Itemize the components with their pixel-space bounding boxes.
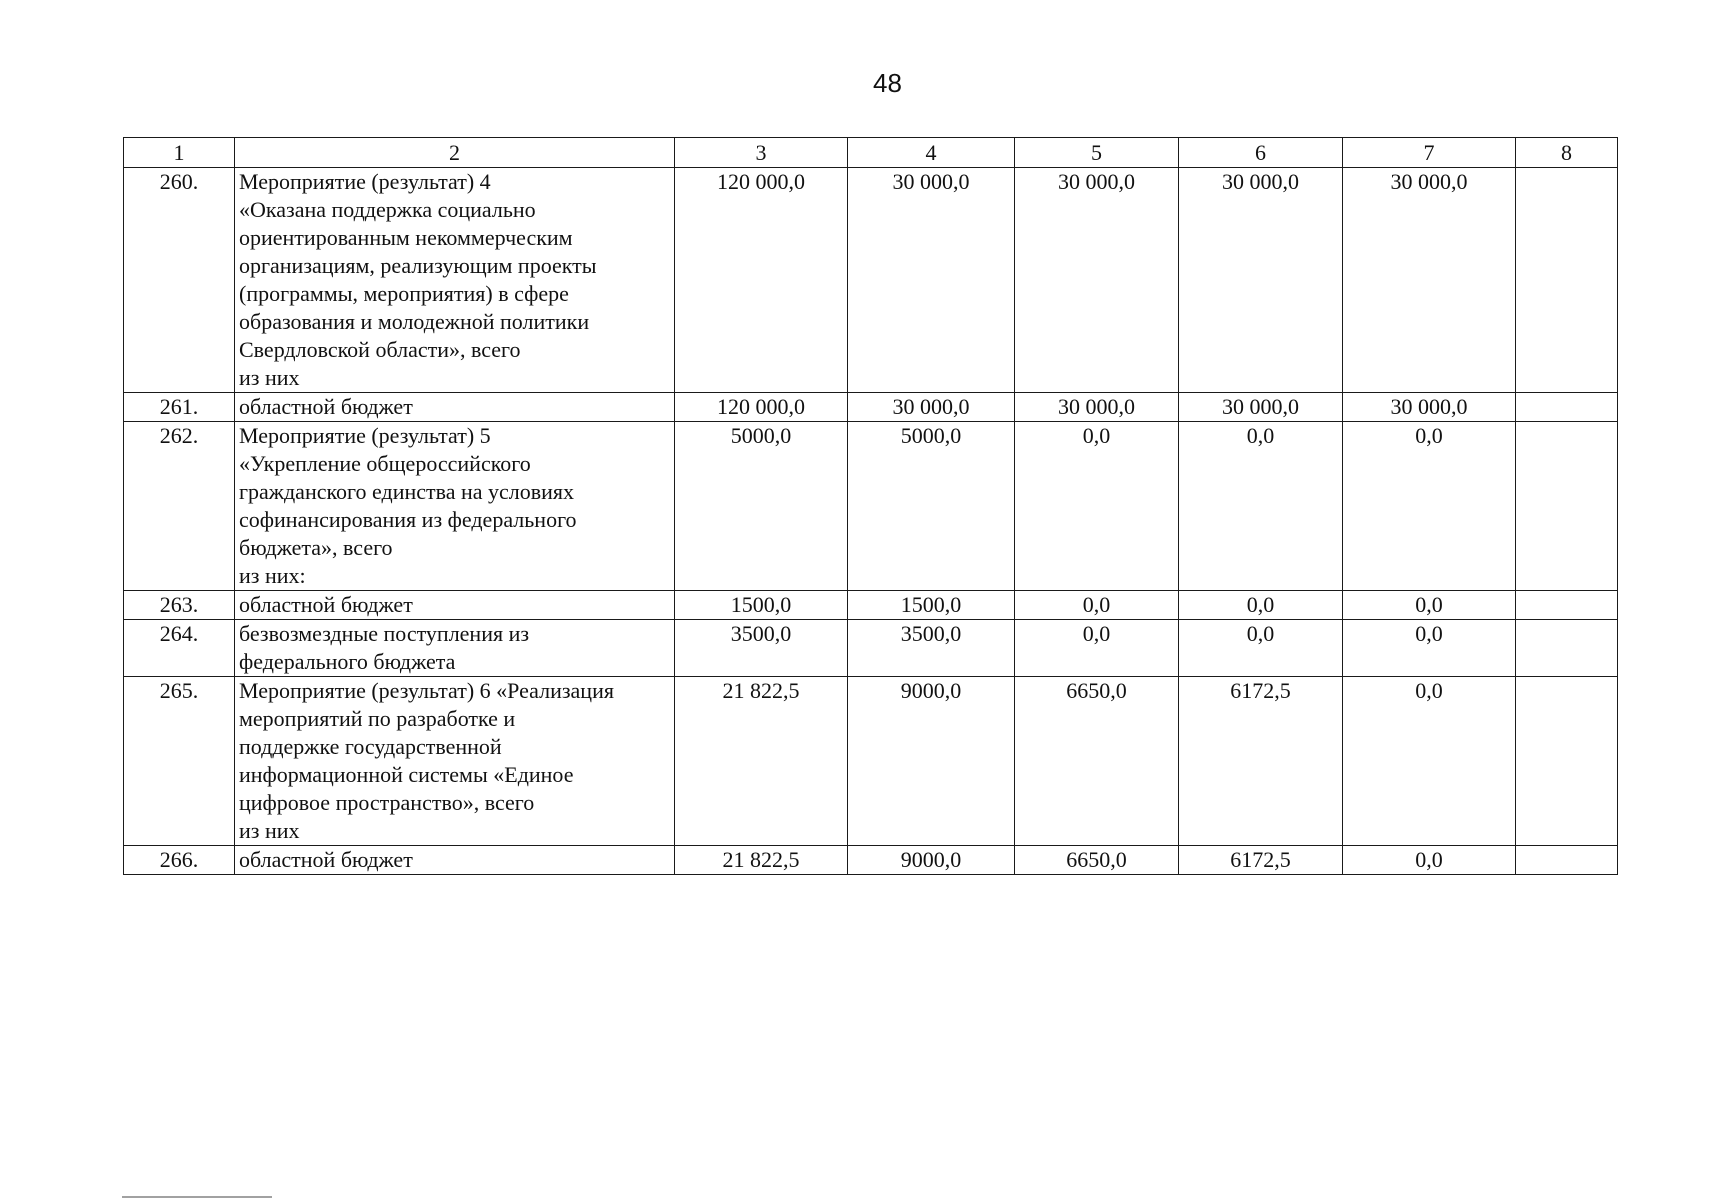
row-name-line: бюджета», всего xyxy=(239,535,393,560)
row-value-col-7: 0,0 xyxy=(1343,422,1516,591)
row-name-line: софинансирования из федерального xyxy=(239,507,577,532)
row-number-cell: 266. xyxy=(124,846,235,875)
row-value-col-8 xyxy=(1516,620,1618,677)
row-name-line: Мероприятие (результат) 5 xyxy=(239,423,491,448)
table-header-row xyxy=(124,138,1618,168)
header-cell: 1 xyxy=(124,138,235,168)
row-value-col-5: 30 000,0 xyxy=(1015,393,1179,422)
row-name-line: цифровое пространство», всего xyxy=(239,790,535,815)
row-value-col-7: 0,0 xyxy=(1343,591,1516,620)
header-cell: 2 xyxy=(235,138,675,168)
header-cell: 5 xyxy=(1015,138,1179,168)
row-number-cell: 263. xyxy=(124,591,235,620)
row-value-col-3: 21 822,5 xyxy=(675,677,848,846)
row-value-col-7: 0,0 xyxy=(1343,677,1516,846)
row-name-line: информационной системы «Единое xyxy=(239,762,574,787)
table-row xyxy=(124,591,1618,620)
row-name-line: мероприятий по разработке и xyxy=(239,706,516,731)
row-name-line: ориентированным некоммерческим xyxy=(239,225,573,250)
header-cell: 8 xyxy=(1516,138,1618,168)
table-row xyxy=(124,422,1618,591)
row-name-cell xyxy=(235,591,675,620)
page-number: 48 xyxy=(873,68,902,98)
row-value-col-5: 0,0 xyxy=(1015,591,1179,620)
row-name-line: (программы, мероприятия) в сфере xyxy=(239,281,569,306)
row-value-col-5: 0,0 xyxy=(1015,422,1179,591)
row-value-col-4: 3500,0 xyxy=(848,620,1015,677)
row-name-line: областной бюджет xyxy=(239,847,413,872)
row-value-col-4: 9000,0 xyxy=(848,846,1015,875)
row-name-cell xyxy=(235,168,675,393)
header-cell: 6 xyxy=(1179,138,1343,168)
row-number-cell: 265. xyxy=(124,677,235,846)
header-cell: 4 xyxy=(848,138,1015,168)
row-name-line: областной бюджет xyxy=(239,394,413,419)
row-value-col-8 xyxy=(1516,677,1618,846)
row-value-col-3: 21 822,5 xyxy=(675,846,848,875)
row-value-col-6: 0,0 xyxy=(1179,591,1343,620)
row-name-line: из них: xyxy=(239,563,306,588)
row-value-col-7: 30 000,0 xyxy=(1343,393,1516,422)
row-value-col-7: 0,0 xyxy=(1343,846,1516,875)
table-row xyxy=(124,846,1618,875)
row-value-col-8 xyxy=(1516,168,1618,393)
row-name-line: из них xyxy=(239,818,300,843)
row-name-line: федерального бюджета xyxy=(239,649,456,674)
row-value-col-6: 30 000,0 xyxy=(1179,168,1343,393)
header-cell: 3 xyxy=(675,138,848,168)
table-row xyxy=(124,393,1618,422)
row-name-line: «Оказана поддержка социально xyxy=(239,197,536,222)
row-value-col-4: 1500,0 xyxy=(848,591,1015,620)
row-value-col-8 xyxy=(1516,393,1618,422)
row-name-line: Мероприятие (результат) 6 «Реализация xyxy=(239,678,614,703)
row-value-col-7: 30 000,0 xyxy=(1343,168,1516,393)
row-value-col-8 xyxy=(1516,591,1618,620)
row-name-line: Свердловской области», всего xyxy=(239,337,521,362)
row-value-col-3: 5000,0 xyxy=(675,422,848,591)
table-row xyxy=(124,677,1618,846)
row-value-col-3: 120 000,0 xyxy=(675,393,848,422)
row-value-col-4: 5000,0 xyxy=(848,422,1015,591)
row-value-col-4: 30 000,0 xyxy=(848,393,1015,422)
row-number-cell: 262. xyxy=(124,422,235,591)
row-name-cell xyxy=(235,620,675,677)
row-value-col-6: 0,0 xyxy=(1179,422,1343,591)
row-name-cell xyxy=(235,393,675,422)
row-value-col-8 xyxy=(1516,422,1618,591)
row-name-line: поддержке государственной xyxy=(239,734,502,759)
row-value-col-6: 30 000,0 xyxy=(1179,393,1343,422)
row-name-cell xyxy=(235,677,675,846)
row-name-cell xyxy=(235,846,675,875)
row-name-line: «Укрепление общероссийского xyxy=(239,451,531,476)
row-value-col-6: 6172,5 xyxy=(1179,846,1343,875)
row-name-line: образования и молодежной политики xyxy=(239,309,590,334)
row-name-line: Мероприятие (результат) 4 xyxy=(239,169,491,194)
row-value-col-4: 30 000,0 xyxy=(848,168,1015,393)
row-number-cell: 260. xyxy=(124,168,235,393)
budget-table xyxy=(123,137,1618,875)
row-value-col-7: 0,0 xyxy=(1343,620,1516,677)
row-name-line: гражданского единства на условиях xyxy=(239,479,575,504)
row-value-col-3: 3500,0 xyxy=(675,620,848,677)
row-value-col-4: 9000,0 xyxy=(848,677,1015,846)
row-value-col-6: 6172,5 xyxy=(1179,677,1343,846)
row-value-col-5: 0,0 xyxy=(1015,620,1179,677)
header-cell: 7 xyxy=(1343,138,1516,168)
table-row xyxy=(124,620,1618,677)
table-row xyxy=(124,168,1618,393)
row-value-col-5: 6650,0 xyxy=(1015,846,1179,875)
row-name-line: организациям, реализующим проекты xyxy=(239,253,597,278)
row-number-cell: 261. xyxy=(124,393,235,422)
row-name-line: из них xyxy=(239,365,300,390)
footer-rule xyxy=(122,1196,272,1201)
row-name-line: областной бюджет xyxy=(239,592,413,617)
row-number-cell: 264. xyxy=(124,620,235,677)
row-value-col-3: 120 000,0 xyxy=(675,168,848,393)
row-value-col-6: 0,0 xyxy=(1179,620,1343,677)
row-value-col-5: 6650,0 xyxy=(1015,677,1179,846)
row-value-col-8 xyxy=(1516,846,1618,875)
row-value-col-5: 30 000,0 xyxy=(1015,168,1179,393)
row-name-line: безвозмездные поступления из xyxy=(239,621,530,646)
row-name-cell xyxy=(235,422,675,591)
row-value-col-3: 1500,0 xyxy=(675,591,848,620)
